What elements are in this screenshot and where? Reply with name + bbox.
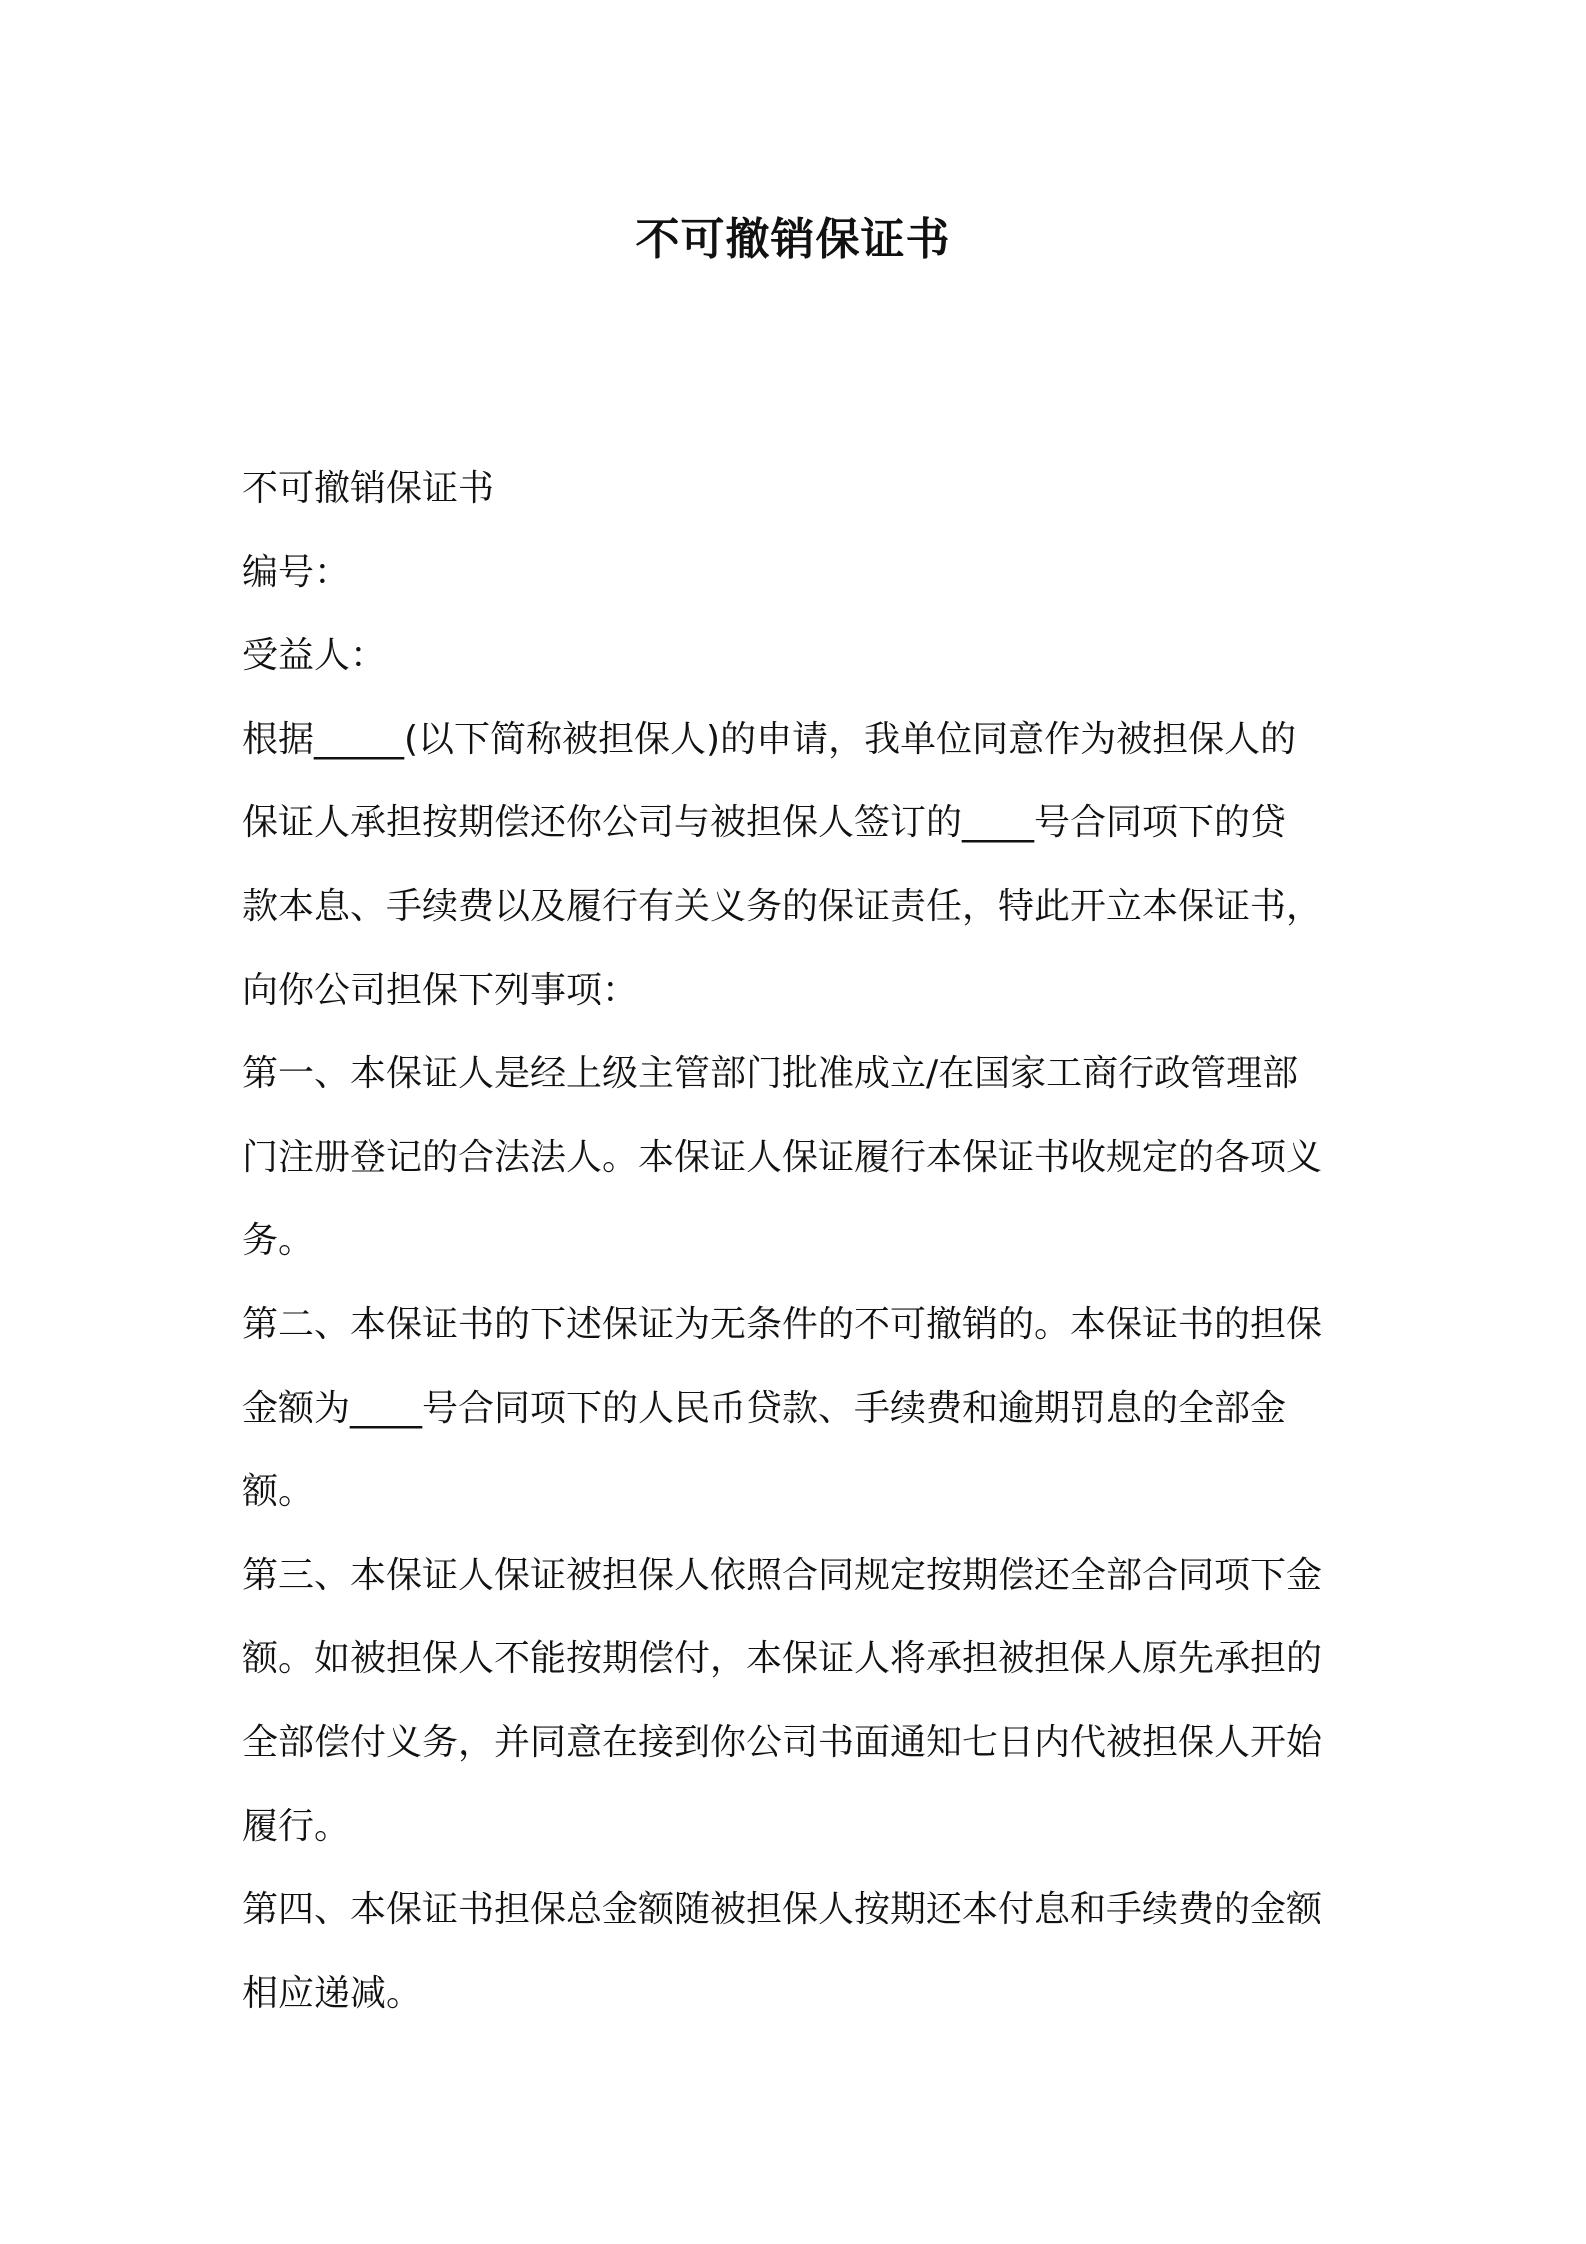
body-heading: 不可撤销保证书 [242, 468, 495, 509]
intro-paragraph-line: 向你公司担保下列事项： [242, 969, 639, 1011]
clause-two-line: 第二、本保证书的下述保证为无条件的不可撤销的。本保证书的担保 [242, 1303, 1323, 1345]
intro-paragraph-line: 保证人承担按期偿还你公司与被担保人签订的____号合同项下的贷 [242, 802, 1287, 844]
intro-paragraph-line: 款本息、手续费以及履行有关义务的保证责任，特此开立本保证书， [242, 885, 1323, 927]
clause-one-line: 务。 [242, 1220, 315, 1262]
document-title: 不可撤销保证书 [635, 214, 951, 265]
clause-two-line: 金额为____号合同项下的人民币贷款、手续费和逾期罚息的全部金 [242, 1387, 1287, 1429]
clause-three-line: 额。如被担保人不能按期偿付，本保证人将承担被担保人原先承担的 [242, 1638, 1323, 1680]
beneficiary-label: 受益人： [242, 635, 387, 677]
clause-three-line: 履行。 [242, 1805, 351, 1847]
clause-three-line: 第三、本保证人保证被担保人依照合同规定按期偿还全部合同项下金 [242, 1554, 1323, 1596]
serial-number-label: 编号： [242, 551, 351, 593]
document-body [242, 447, 1360, 2035]
clause-three-line: 全部偿付义务，并同意在接到你公司书面通知七日内代被担保人开始 [242, 1721, 1323, 1763]
clause-four-line: 第四、本保证书担保总金额随被担保人按期还本付息和手续费的金额 [242, 1889, 1323, 1931]
clause-one-line: 第一、本保证人是经上级主管部门批准成立/在国家工商行政管理部 [242, 1053, 1299, 1095]
clause-one-line: 门注册登记的合法法人。本保证人保证履行本保证书收规定的各项义 [242, 1136, 1323, 1178]
intro-paragraph-line: 根据_____(以下简称被担保人)的申请，我单位同意作为被担保人的 [242, 718, 1297, 760]
clause-four-line: 相应递减。 [242, 1972, 423, 2014]
clause-two-line: 额。 [242, 1471, 315, 1513]
